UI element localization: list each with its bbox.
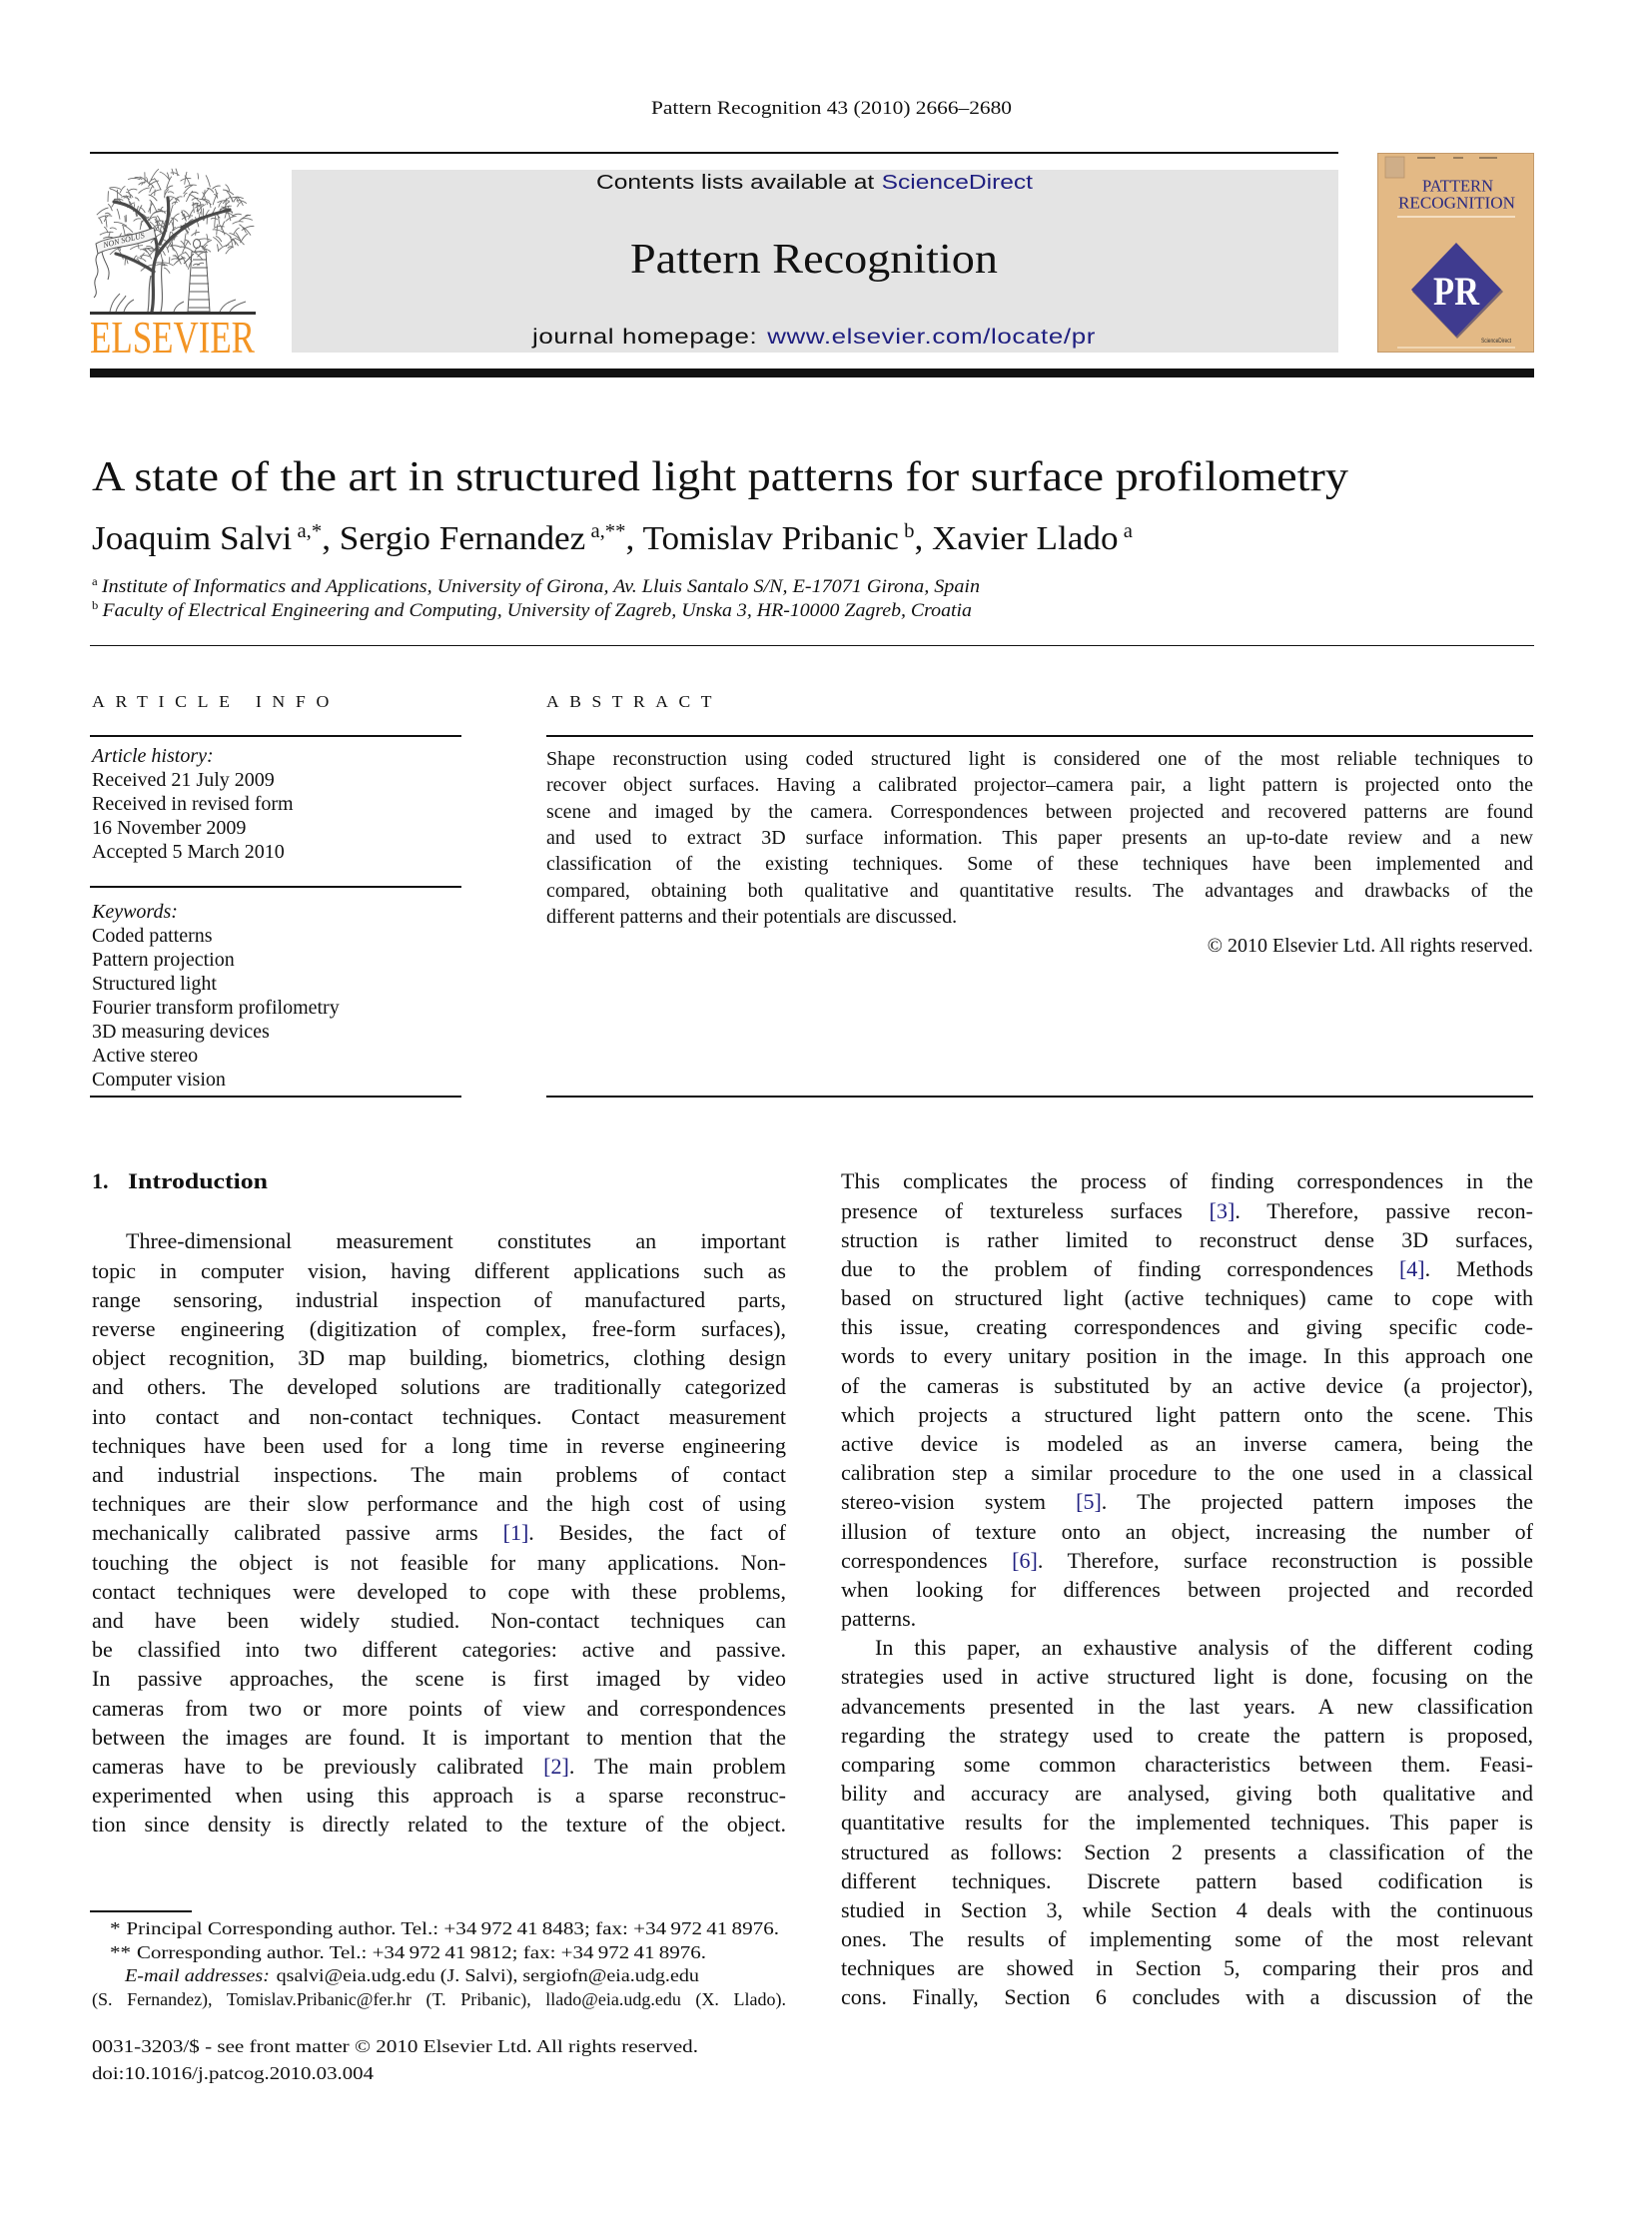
keyword: Coded patterns	[92, 925, 213, 947]
abstract-line: recover object surfaces. Having a calibrated projector–camera pair, a light pattern is projected onto the	[546, 774, 1533, 797]
footnote-mark: **	[110, 1941, 132, 1962]
citation-link[interactable]: [6]	[1012, 1547, 1038, 1573]
abstract-heading: ABSTRACT	[546, 692, 722, 711]
body-text-line: illusion of texture onto an object, increasing the number of	[841, 1518, 1533, 1544]
abstract-copyright: © 2010 Elsevier Ltd. All rights reserved.	[1207, 935, 1533, 957]
body-text-line: topic in computer vision, having different applications such as	[92, 1257, 786, 1283]
body-text-line: correspondences [6]. Therefore, surface reconstruction is possible	[841, 1547, 1533, 1573]
affiliation	[92, 599, 972, 623]
body-text-line: and others. The developed solutions are traditionally categorized	[92, 1374, 786, 1400]
body-text-line: patterns.	[841, 1606, 917, 1632]
abstract-line: scene and imaged by the camera. Correspondences between projected and recovered patterns are found	[546, 800, 1533, 823]
article-history-entry: Received 21 July 2009	[92, 769, 275, 791]
cover-sciencedirect-label: ScienceDirect	[1481, 339, 1512, 345]
author-separator: ,	[914, 520, 933, 557]
body-text-line: reverse engineering (digitization of complex, free-form surfaces),	[92, 1316, 786, 1341]
body-text-line: based on structured light (active techniques) came to cope with	[841, 1285, 1533, 1311]
citation-link[interactable]: [3]	[1209, 1197, 1236, 1223]
footnote-email-continuation: (S. Fernandez), Tomislav.Pribanic@fer.hr (T. Pribanic), llado@eia.udg.edu (X. Llado).	[92, 1988, 786, 2009]
abstract-line: classification of the existing techniques. Some of these techniques have been implemented and	[546, 853, 1533, 876]
body-text-line: techniques are showed in Section 5, comparing their pros and	[841, 1955, 1533, 1981]
article-title: A state of the art in structured light patterns for surface profilometry	[92, 454, 1348, 500]
journal-cover-image	[1377, 153, 1534, 353]
body-text-line: between the images are found. It is important to mention that the	[92, 1724, 786, 1750]
body-text-line: words to every unitary position in the image. In this approach one	[841, 1343, 1533, 1369]
journal-name: Pattern Recognition	[630, 237, 998, 283]
section-title: Introduction	[128, 1168, 269, 1193]
keyword: Computer vision	[92, 1069, 226, 1091]
tree-trunk-icon	[114, 198, 230, 312]
sciencedirect-link[interactable]: ScienceDirect	[881, 172, 1034, 194]
author-name: Sergio Fernandez	[339, 520, 586, 557]
body-text-line: due to the problem of finding correspondences [4]. Methods	[841, 1255, 1534, 1281]
keyword: Pattern projection	[92, 949, 235, 971]
author-name: Joaquim Salvi	[92, 520, 293, 557]
author-affiliation-mark: a,*	[297, 520, 323, 542]
elsevier-wordmark: ELSEVIER	[90, 313, 255, 363]
affiliation	[92, 575, 980, 599]
abstract-bottom-rule	[546, 1096, 1533, 1098]
figure-head-icon	[194, 240, 201, 249]
journal-homepage	[532, 325, 1096, 351]
article-info-bottom-rule	[90, 1096, 461, 1098]
body-text-line: and have been widely studied. Non-contact techniques can	[92, 1608, 786, 1633]
body-text-line: and industrial inspections. The main problems of contact	[92, 1462, 786, 1487]
footnote-mark: *	[110, 1918, 121, 1938]
body-text-line: different techniques. Discrete pattern based codification is	[841, 1867, 1533, 1893]
citation-link[interactable]: [1]	[502, 1520, 529, 1546]
body-text-line: techniques have been used for a long time in reverse engineering	[92, 1432, 786, 1458]
body-text-line: this issue, creating correspondences and giving specific code-	[841, 1314, 1533, 1340]
contents-prefix: Contents lists available at	[596, 172, 875, 194]
body-text-line: regarding the strategy used to create the pattern is proposed,	[841, 1722, 1533, 1748]
body-text-line: object recognition, 3D map building, biometrics, clothing design	[92, 1345, 786, 1371]
body-text-line: into contact and non-contact techniques. Contact measurement	[92, 1403, 786, 1429]
abstract-line: different patterns and their potentials are discussed.	[546, 906, 958, 929]
keyword: Structured light	[92, 973, 217, 995]
abstract-line: compared, obtaining both qualitative and quantitative results. The advantages and drawbacks of the	[546, 879, 1533, 902]
affiliation-mark: b	[92, 598, 99, 612]
grass-icon	[110, 294, 246, 312]
body-text-line: Three-dimensional measurement constitutes an important	[126, 1228, 786, 1254]
article-history-entry: 16 November 2009	[92, 817, 247, 839]
body-text-line: In passive approaches, the scene is first imaged by video	[92, 1666, 786, 1692]
abstract-top-rule	[546, 735, 1533, 737]
body-text-line: stereo-vision system [5]. The projected pattern imposes the	[841, 1489, 1533, 1515]
body-text-line: mechanically calibrated passive arms [1]. Besides, the fact of	[92, 1520, 786, 1546]
citation-link[interactable]: [2]	[543, 1754, 569, 1779]
cover-monogram: PR	[1433, 269, 1480, 314]
body-text-line: touching the object is not feasible for many applications. Non-	[92, 1549, 786, 1575]
author-name: Xavier Llado	[932, 520, 1119, 557]
email-label: E-mail addresses:	[125, 1965, 270, 1985]
masthead-bottom-bar	[90, 369, 1534, 377]
footnote-text: Corresponding author. Tel.: +34 972 41 9812; fax: +34 972 41 8976.	[136, 1941, 706, 1962]
keyword: Active stereo	[92, 1045, 199, 1067]
body-text-line: when looking for differences between projected and recorded	[841, 1576, 1533, 1602]
body-text-line: cameras from two or more points of view and correspondences	[92, 1695, 786, 1721]
author-affiliation-mark: b	[904, 520, 915, 542]
body-text-line: bility and accuracy are analysed, giving both qualitative and	[841, 1781, 1533, 1807]
body-text-line: comparing some common characteristics between them. Feasi-	[841, 1752, 1533, 1777]
body-text-line: calibration step a similar procedure to the one used in a classical	[841, 1460, 1533, 1486]
body-text-line: be classified into two different categories: active and passive.	[92, 1637, 786, 1663]
article-history-entry: Accepted 5 March 2010	[92, 841, 285, 863]
email-list: qsalvi@eia.udg.edu (J. Salvi), sergiofn@eia.udg.edu	[276, 1965, 699, 1985]
body-text-line: which projects a structured light pattern onto the scene. This	[841, 1401, 1533, 1427]
footnote-email-addresses	[125, 1964, 699, 1987]
author-name: Tomislav Pribanic	[642, 520, 899, 557]
body-text-line: presence of textureless surfaces [3]. Therefore, passive recon-	[841, 1197, 1533, 1223]
article-history-entry: Received in revised form	[92, 793, 294, 815]
footnote-corresponding-author	[110, 1941, 706, 1964]
body-text-line: contact techniques were developed to cope with these problems,	[92, 1578, 786, 1604]
author-list	[92, 518, 1133, 560]
contents-availability	[596, 170, 1033, 196]
author-separator: ,	[322, 520, 340, 557]
citation-link[interactable]: [4]	[1398, 1255, 1425, 1281]
article-info-middle-rule	[90, 886, 461, 888]
body-text-line: ones. The results of implementing some of the most relevant	[841, 1926, 1533, 1952]
author-affiliation-mark: a	[1123, 520, 1133, 542]
title-block-divider	[90, 645, 1534, 646]
body-text-line: structured as follows: Section 2 presents a classification of the	[841, 1839, 1533, 1864]
keyword: 3D measuring devices	[92, 1021, 270, 1043]
body-text-line: struction is rather limited to reconstruct dense 3D surfaces,	[841, 1226, 1533, 1252]
author-affiliation-mark: a,**	[590, 520, 626, 542]
footnote-text: Principal Corresponding author. Tel.: +34 972 41 8483; fax: +34 972 41 8976.	[126, 1918, 780, 1938]
body-text-line: advancements presented in the last years. A new classification	[841, 1693, 1533, 1719]
body-text-line: experimented when using this approach is a sparse reconstruc-	[92, 1783, 786, 1809]
figure-robe-icon	[184, 252, 210, 312]
keyword: Fourier transform profilometry	[92, 997, 340, 1019]
doi: doi:10.1016/j.patcog.2010.03.004	[92, 2063, 375, 2083]
section-number: 1.	[92, 1168, 109, 1193]
body-text-line: of the cameras is substituted by an active device (a projector),	[841, 1372, 1533, 1398]
elsevier-logo	[90, 168, 256, 363]
running-header: Pattern Recognition 43 (2010) 2666–2680	[651, 98, 1012, 119]
article-info-top-rule	[90, 735, 461, 737]
body-text-line: In this paper, an exhaustive analysis of the different coding	[875, 1635, 1533, 1661]
cover-title-line2: RECOGNITION	[1398, 193, 1515, 213]
logo-ribbon-text: NON SOLUS	[102, 230, 146, 250]
cover-title-line1: PATTERN	[1422, 176, 1493, 196]
affiliation-text: Faculty of Electrical Engineering and Computing, University of Zagreb, Unska 3, HR-10000 Zagreb, Croatia	[102, 600, 972, 621]
body-text-line: tion since density is directly related to the texture of the object.	[92, 1812, 786, 1838]
homepage-url-link[interactable]: www.elsevier.com/locate/pr	[767, 326, 1097, 349]
abstract-line: Shape reconstruction using coded structured light is considered one of the most reliable techniques to	[546, 747, 1533, 770]
affiliation-text: Institute of Informatics and Applications, University of Girona, Av. Lluis Santalo S/N, E-17071 Girona, Spain	[101, 576, 981, 597]
article-info-heading: ARTICLE INFO	[92, 692, 341, 711]
body-text-line: This complicates the process of finding correspondences in the	[841, 1168, 1533, 1194]
footnote-separator	[90, 1910, 192, 1912]
body-text-line: studied in Section 3, while Section 4 deals with the continuous	[841, 1896, 1533, 1922]
abstract-line: and used to extract 3D surface information. This paper presents an up-to-date review and a new	[546, 827, 1533, 849]
homepage-label: journal homepage:	[532, 326, 758, 349]
body-text-line: active device is modeled as an inverse camera, being the	[841, 1431, 1533, 1457]
body-text-line: cons. Finally, Section 6 concludes with a discussion of the	[841, 1984, 1533, 2010]
footnote-principal-author	[110, 1917, 779, 1940]
tree-foliage-icon	[97, 169, 255, 274]
body-text-line: quantitative results for the implemented techniques. This paper is	[841, 1810, 1533, 1836]
ribbon-tail-icon	[94, 252, 109, 298]
author-separator: ,	[625, 520, 643, 557]
body-text-line: techniques are their slow performance and the high cost of using	[92, 1491, 786, 1517]
article-history-label: Article history:	[92, 745, 214, 767]
masthead-top-rule	[90, 152, 1338, 154]
citation-link[interactable]: [5]	[1076, 1489, 1102, 1515]
affiliation-mark: a	[92, 574, 98, 588]
front-matter-notice: 0031-3203/$ - see front matter © 2010 Elsevier Ltd. All rights reserved.	[92, 2036, 699, 2056]
keywords-label: Keywords:	[92, 901, 178, 923]
body-text-line: range sensoring, industrial inspection of manufactured parts,	[92, 1286, 786, 1312]
cover-publisher-mini-logo-icon	[1385, 157, 1404, 178]
body-text-line: cameras have to be previously calibrated [2]. The main problem	[92, 1754, 786, 1779]
body-text-line: strategies used in active structured light is done, focusing on the	[841, 1664, 1533, 1690]
